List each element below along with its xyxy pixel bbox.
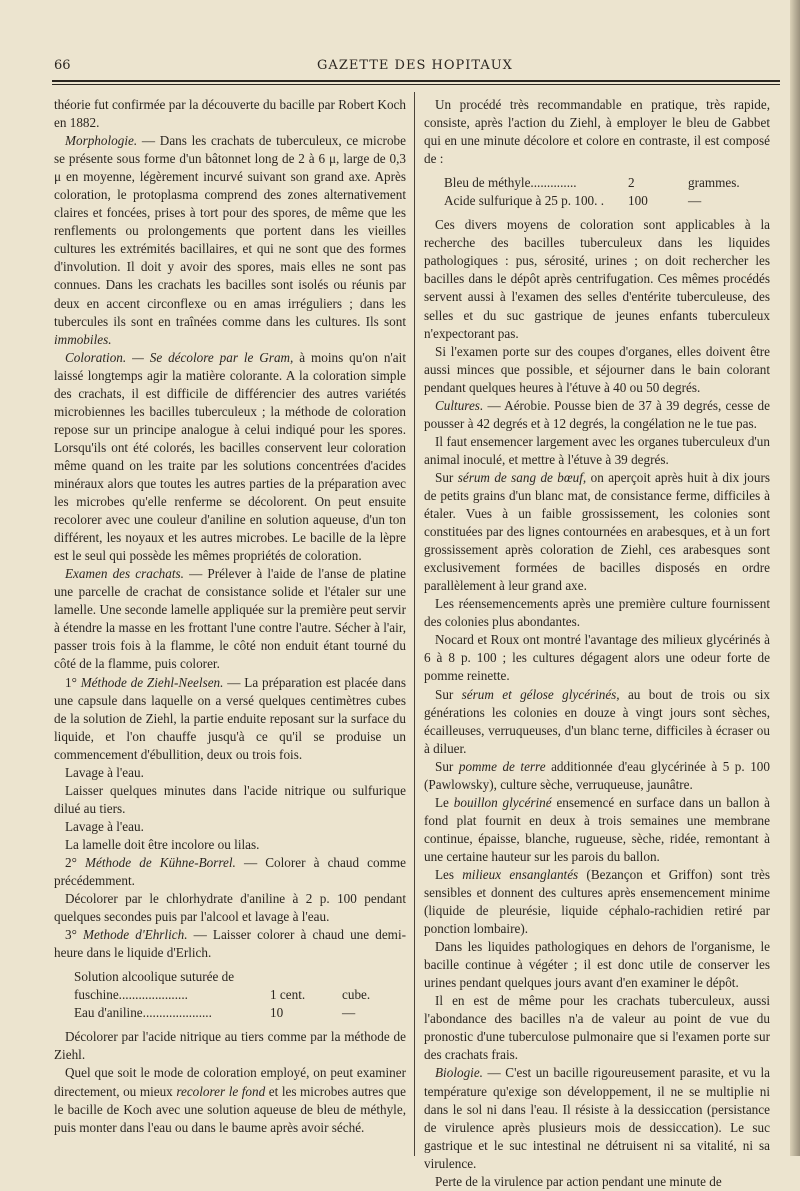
recipe-title: Solution alcoolique suturée de [74,969,235,985]
paragraph-gelose: Sur sérum et gélose glycérinés, au bout de trois ou six générations les colonies en douze à vingt jours sont sèches, écailleuses, verruqueuses, d'un blanc terne, difficiles à écraser ou à diluer. [424,686,770,756]
paragraph-methode-1: 1° Méthode de Ziehl-Neelsen. — La préparation est placée dans une capsule dans laquelle on a versé quelques centimètres cubes de la solution de Ziehl, la partie enduite reposant sur la surface du liquide, et l'on chauffe jusqu'à ce qu'il se produise un commencement d'ébullition, deux ou trois fois. [54,674,406,762]
paragraph-morphologie: Morphologie. — Dans les crachats de tuberculeux, ce microbe se présente sous forme d'un bâtonnet long de 2 à 6 μ, large de 0,3 μ en moyenne, légèrement incurvé suivant son grand axe. Après coloration, le protoplasma comprend des zones alternativement claires et foncées, prises à tort pour des spores, de même que les renflements ou prolongements que portent dans les vieilles cultures les extrémités bacillaires, et qui ne sont que des formes d'involution. Il doit y avoir des spores, mais elles ne sont pas connues. Dans les crachats les bacilles sont isolés ou réunis par deux en accent circonflexe ou en amas irréguliers ; dans les tubercules ils sont en traînées comme dans les cultures. Ils sont immobiles. [54,133,406,347]
paragraph-cultures: Cultures. — Aérobie. Pousse bien de 37 à 39 degrés, cesse de pousser à 42 degrés et à 12 degrés, la congélation ne le tue pas. [424,397,770,431]
paragraph: Lavage à l'eau. [65,764,144,780]
paragraph: Nocard et Roux ont montré l'avantage des milieux glycérinés à 6 à 8 p. 100 ; les cultures dégagent alors une odeur forte de pomme reinette. [424,632,770,684]
recipe-row: fuschine..................... 1 cent. cube. [74,987,371,1003]
section-title: Biologie. [435,1065,483,1081]
method-title: Methode d'Ehrlich. [82,927,188,943]
paragraph: Laisser quelques minutes dans l'acide nitrique ou sulfurique dilué au tiers. [54,782,406,816]
paragraph-biologie: Biologie. — C'est un bacille rigoureusement parasite, et vu la température qu'exige son développement, il ne se multiplie ni dans le sol ni dans l'eau. Il résiste à la dessiccation (persistance de virulence après plusieurs mois de dessiccation). Le suc gastrique et le suc intestinal ne détruisent ni sa vitalité, ni sa virulence. [424,1065,770,1171]
right-column [424,96,770,1191]
paragraph-quel-que-soit: Quel que soit le mode de coloration employé, on peut examiner directement, ou mieux recolorer le fond et les microbes autres que le bacille de Koch avec une solution aqueuse de bleu de méthyle, puis monter dans l'eau ou dans le baume après avoir séché. [54,1065,406,1135]
left-column [54,96,406,1137]
section-title: Morphologie. [65,133,138,149]
header-rule-thin [52,84,780,85]
paragraph-pomme: Sur pomme de terre additionnée d'eau glycérinée à 5 p. 100 (Pawlowsky), culture sèche, verruqueuse, jaunâtre. [424,758,770,792]
formula-row: Bleu de méthyle.............. 2 grammes. [444,175,740,191]
paragraph: Lavage à l'eau. [65,818,144,834]
paragraph-examen: Examen des crachats. — Prélever à l'aide de l'anse de platine une parcelle de crachat de consistance solide et l'étaler sur une lamelle. Une seconde lamelle appliquée sur la première peut servir à étendre la masse en les frottant l'une contre l'autre. Sécher à l'air, passer trois fois à la flamme, le côté non enduit étant tourné du côté de la flamme, puis colorer. [54,566,407,672]
paragraph-bouillon: Le bouillon glycériné ensemencé en surface dans un ballon à fond plat fournit en deux à trois semaines une membrane continue, épaisse, blanche, rugueuse, sèche, ridée, remontant à une certaine hauteur sur les parois du ballon. [424,794,770,864]
paragraph-methode-3: 3° Methode d'Ehrlich. — Laisser colorer à chaud une demi-heure dans le liquide d'Erlich. [54,927,406,961]
section-title: Cultures. [435,397,484,413]
paragraph: Perte de la virulence par action pendant une minute de [435,1173,722,1189]
header-rule-thick [52,80,780,82]
method-title: Méthode de Ziehl-Neelsen. [80,674,224,690]
running-title: GAZETTE DES HOPITAUX [317,58,513,73]
paragraph: Décolorer par le chlorhydrate d'aniline à 2 p. 100 pendant quelques secondes puis par l'alcool et lavage à l'eau. [54,891,406,925]
paragraph: théorie fut confirmée par la découverte du bacille par Robert Koch en 1882. [54,97,406,131]
paragraph: Les réensemencements après une première culture fournissent des colonies plus abondantes. [424,596,770,630]
paragraph-methode-2: 2° Méthode de Kühne-Borrel. — Colorer à chaud comme précédemment. [54,854,406,889]
page-header [52,56,778,78]
page-edge-shadow [790,0,800,1156]
paragraph: Il en est de même pour les crachats tuberculeux, aussi l'abondance des bacilles n'a de valeur au point de vue du pronostic d'une tuberculose pulmonaire que si l'examen porte sur des crachats frais. [424,993,770,1063]
formula-bleu-de-gabbet [444,174,770,210]
paragraph: Dans les liquides pathologiques en dehors de l'organisme, le bacille continue à végéter ; il est donc utile de conserver les urines pendant quelques jours avant d'en examiner le dépôt. [424,939,770,991]
section-title: Coloration. — Se décolore par le Gram, [65,349,294,365]
paragraph: Ces divers moyens de coloration sont applicables à la recherche des bacilles tuberculeux dans les liquides pathologiques : pus, sérosité, urines ; on doit rechercher les bacilles dans le dépôt après centrifugation. Ces mêmes procédés servent aussi à l'examen des selles d'entérite tuberculeuse, des selles et du suc gastrique de jeunes enfants tuberculeux n'expectorant pas. [424,217,770,341]
paragraph: La lamelle doit être incolore ou lilas. [65,836,260,852]
recipe-row: Eau d'aniline..................... 10 — [74,1005,356,1021]
section-title: Examen des crachats. [65,566,184,582]
solution-recipe [74,968,406,1022]
paragraph-milieux: Les milieux ensanglantés (Bezançon et Griffon) sont très sensibles et donnent des cultures après ensemencement minime (liquide de pleurésie, liquide céphalo-rachidien retiré par ponction lombaire). [424,866,770,937]
paragraph: Un procédé très recommandable en pratique, très rapide, consiste, après l'action du Ziehl, à employer le bleu de Gabbet qui en une minute décolore et colore en contraste, il est composé de : [424,97,770,167]
paragraph-coloration: Coloration. — Se décolore par le Gram, à moins qu'on n'ait laissé longtemps agir la matière colorante. A la coloration simple des crachats, il est difficile de différencier des autres variétés microbiennes les bacilles tuberculeux ; la méthode de coloration repose sur un principe analogue à celui indiqué pour les spores. Lorsqu'ils ont été colorés, les bacilles conservent leur coloration même quand on les traite par les solutions concentrées d'acides minéraux alors que toutes les autres parties de la préparation avec les microbes qu'elle renferme se décolorent. On peut ensuite recolorer avec une couleur d'aniline en solution aqueuse, d'un ton différent, les noyaux et les autres microbes. Le bacille de la lèpre est le seul qui possède les mêmes propriétés de coloration. [54,349,406,564]
paragraph-serum: Sur sérum de sang de bœuf, on aperçoit après huit à dix jours de petits grains d'un blanc mat, de consistance ferme, difficiles à étaler. Vues à un faible grossissement, les colonies sont constituées par des lignes contournées en arabesques, et à un fort grossissement après coloration de Ziehl, ces arabesques sont exclusivement formées de bacilles disposés en ordre parallèlement à leur grand axe. [424,469,770,594]
page-number: 66 [54,58,71,73]
column-divider [414,92,415,1156]
paragraph: Décolorer par l'acide nitrique au tiers comme par la méthode de Ziehl. [54,1029,406,1063]
formula-row: Acide sulfurique à 25 p. 100. . 100 — [444,193,702,209]
method-title: Méthode de Kühne-Borrel. [84,854,236,870]
paragraph: Si l'examen porte sur des coupes d'organes, elles doivent être aussi minces que possible, et séjourner dans le bain colorant pendant quelques heures à l'étuve à 40 ou 50 degrés. [424,343,770,395]
paragraph: Il faut ensemencer largement avec les organes tuberculeux d'un animal inoculé, et mettre à l'étuve à 39 degrés. [424,433,770,467]
